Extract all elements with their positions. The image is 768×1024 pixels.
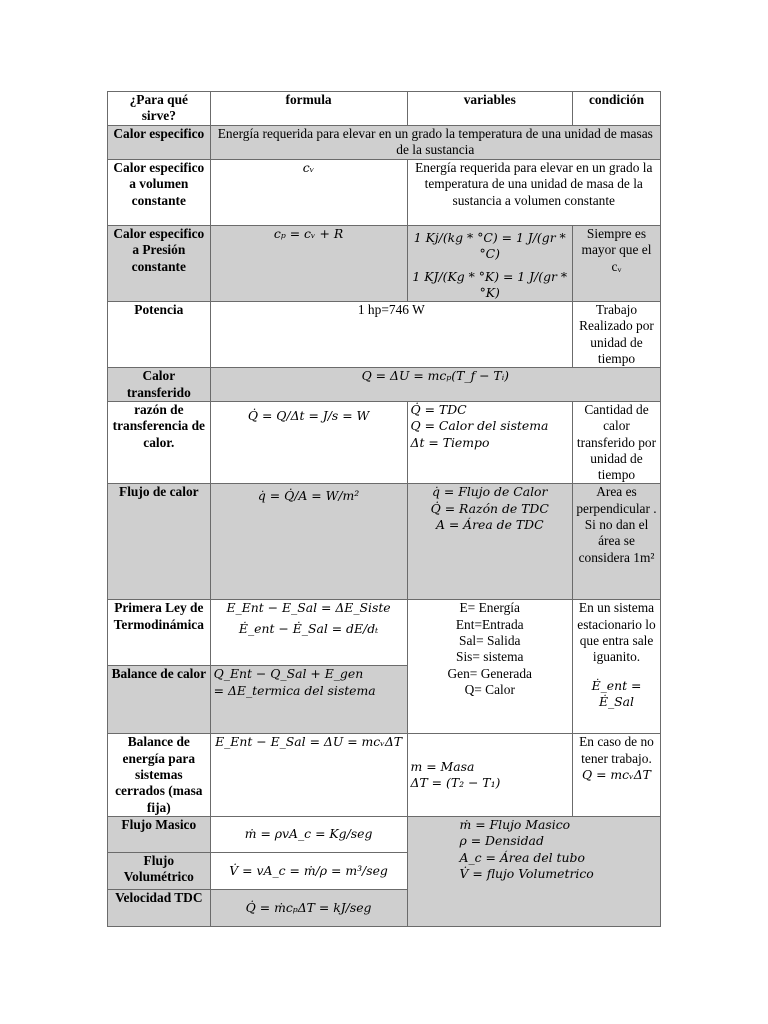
variable-line: ṁ = Flujo Masico	[459, 816, 571, 832]
formula-line: = ΔE_termica del sistema	[213, 682, 376, 698]
variable-line: Sal= Salida	[459, 633, 521, 649]
table-row	[108, 368, 661, 402]
header-variables: variables	[407, 92, 572, 126]
header-condition: condición	[572, 92, 660, 126]
table-row	[108, 484, 661, 600]
formula-cell: cᵥ	[210, 160, 407, 226]
row-name: Flujo de calor	[108, 484, 211, 600]
header-formula: formula	[210, 92, 407, 126]
row-name: Primera Ley de Termodinámica	[108, 600, 211, 666]
table-row	[108, 226, 661, 302]
variable-line: Gen= Generada	[447, 665, 532, 681]
row-name: razón de transferencia de calor.	[108, 401, 211, 483]
variable-line: A_c = Área del tubo	[459, 849, 585, 865]
condition-cell	[572, 734, 660, 816]
condition-cell	[572, 484, 660, 600]
formula-cell: V̇ = vA_c = ṁ/ρ = m³/seg	[210, 852, 407, 889]
unit-equivalence-1: 1 Kj/(kg * °C) = 1 J/(gr * °C)	[413, 230, 566, 262]
formula-cell: E_Ent − E_Sal = ΔU = mcᵥΔT	[210, 734, 407, 816]
condition-line: Si no dan el área se considera 1m²	[578, 517, 655, 565]
variables-cell	[407, 816, 660, 926]
variable-line: m = Masa	[410, 758, 475, 774]
definition-text: Energía requerida para elevar en un grado la temperatura de una unidad de masas de la sustancia	[210, 126, 660, 160]
formula-cell: Q̇ = Q/Δt = J/s = W	[210, 401, 407, 483]
header-row	[108, 92, 661, 126]
variable-line: V̇ = flujo Volumetrico	[459, 865, 594, 881]
formula-cell: cₚ = cᵥ + R	[210, 226, 407, 302]
table-row	[108, 401, 661, 483]
condition-cell: Trabajo Realizado por unidad de tiempo	[572, 302, 660, 368]
table-row	[108, 126, 661, 160]
row-name: Velocidad TDC	[108, 889, 211, 926]
condition-cell	[572, 600, 660, 734]
formula-table	[107, 91, 661, 927]
condition-line: En caso de no tener trabajo.	[579, 734, 654, 766]
variable-line: Q = Calor del sistema	[410, 418, 549, 434]
formula-cell	[210, 600, 407, 666]
table-row	[108, 160, 661, 226]
variable-line: E= Energía	[459, 600, 520, 616]
row-name: Calor especifico a Presión constante	[108, 226, 211, 302]
row-name: Balance de energía para sistemas cerrados (masa fija)	[108, 734, 211, 816]
variable-line: A = Área de TDC	[435, 517, 544, 533]
condition-line: Area es perpendicular .	[576, 484, 657, 516]
variables-cell	[407, 734, 572, 816]
formula-cell: Q = ΔU = mcₚ(T_f − Tᵢ)	[210, 368, 660, 402]
condition-cell: Cantidad de calor transferido por unidad de tiempo	[572, 401, 660, 483]
condition-formula: Q = mcᵥΔT	[582, 767, 651, 783]
formula-cell: q̇ = Q̇/A = W/m²	[210, 484, 407, 600]
table-row	[108, 734, 661, 816]
variable-line: q̇ = Flujo de Calor	[432, 484, 548, 500]
variable-line: ρ = Densidad	[459, 833, 544, 849]
condition-line: En un sistema estacionario lo que entra sale iguanito.	[577, 600, 656, 665]
variable-line: Q̇ = Razón de TDC	[430, 500, 549, 516]
unit-equivalence-2: 1 KJ/(Kg * °K) = 1 J/(gr * °K)	[412, 268, 568, 300]
formula-line: Q_Ent − Q_Sal + E_gen	[213, 666, 364, 682]
row-name: Potencia	[108, 302, 211, 368]
variable-line: Ent=Entrada	[455, 616, 524, 632]
variable-line: Δt = Tiempo	[410, 434, 490, 450]
row-name: Calor transferido	[108, 368, 211, 402]
variable-line: ΔT = (T₂ − T₁)	[410, 775, 501, 791]
variables-cell	[407, 226, 572, 302]
formula-line: E_Ent − E_Sal = ΔE_Siste	[226, 600, 391, 616]
formula-cell: ṁ = ρvA_c = Kg/seg	[210, 816, 407, 852]
formula-line: Ė_ent − Ė_Sal = dE/dₜ	[238, 620, 379, 636]
variables-cell	[407, 484, 572, 600]
formula-cell	[210, 666, 407, 734]
condition-cell: Siempre es mayor que el cᵥ	[572, 226, 660, 302]
condition-formula: Ė_ent = Ė_Sal	[591, 677, 642, 709]
table-row	[108, 302, 661, 368]
row-name: Calor especifico	[108, 126, 211, 160]
row-name: Balance de calor	[108, 666, 211, 734]
table-row	[108, 816, 661, 852]
table-row	[108, 600, 661, 666]
variables-cell	[407, 401, 572, 483]
variable-line: Q= Calor	[464, 681, 515, 697]
variable-line: Sis= sistema	[456, 649, 524, 665]
definition-text: Energía requerida para elevar en un grado la temperatura de una unidad de masa de la sustancia a volumen constante	[407, 160, 660, 226]
variables-cell	[407, 600, 572, 734]
row-name: Flujo Masico	[108, 816, 211, 852]
header-purpose: ¿Para qué sirve?	[108, 92, 211, 126]
row-name: Calor especifico a volumen constante	[108, 160, 211, 226]
row-name: Flujo Volumétrico	[108, 852, 211, 889]
formula-cell: Q̇ = ṁcₚΔT = kJ/seg	[210, 889, 407, 926]
formula-cell: 1 hp=746 W	[210, 302, 572, 368]
variable-line: Q̇ = TDC	[410, 401, 467, 417]
